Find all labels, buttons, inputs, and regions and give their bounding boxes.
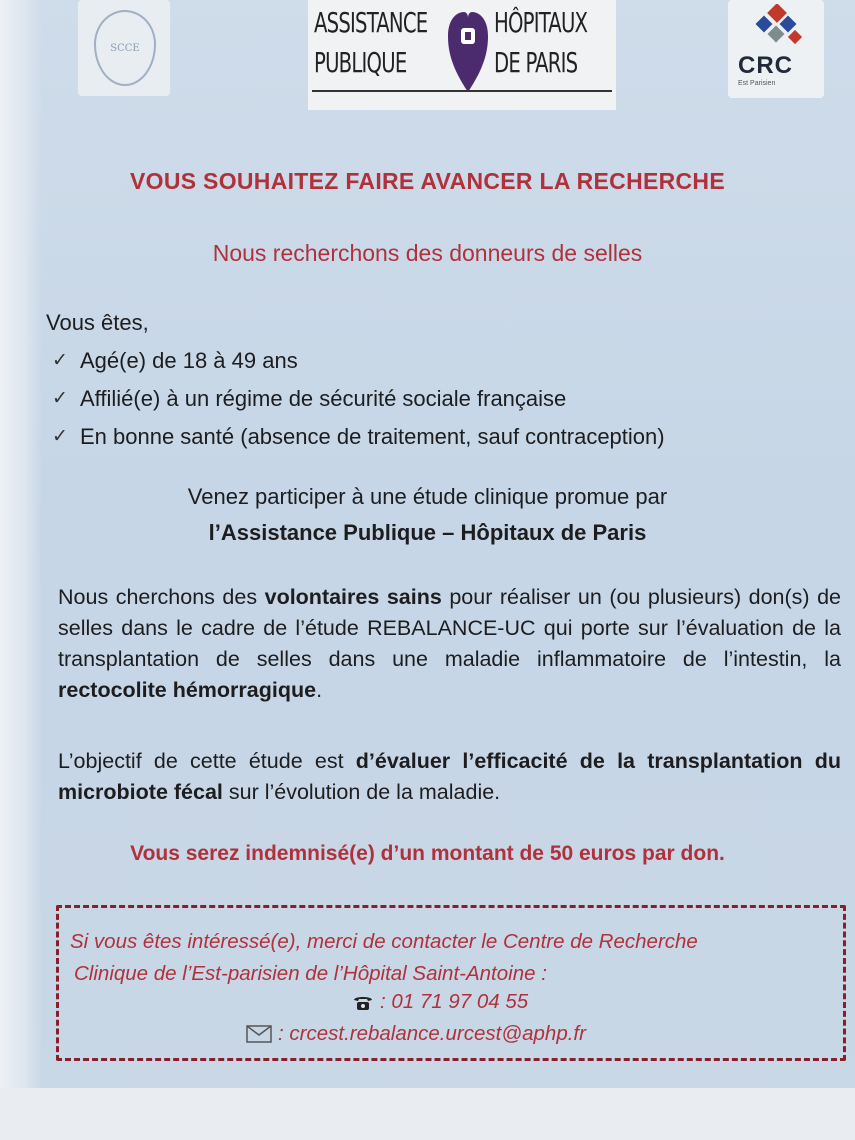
study-objective [58, 746, 841, 808]
promotion-line-1: Venez participer à une étude clinique promue par [187, 484, 668, 509]
study-text-1: Nous cherchons des [58, 585, 265, 609]
logo-left-text: SCCE [110, 42, 140, 54]
aphp-word-publique: PUBLIQUE [314, 46, 407, 79]
aphp-word-hopitaux: HÔPITAUX [494, 6, 588, 39]
contact-phone [352, 990, 528, 1014]
criteria-intro: Vous êtes, [46, 310, 149, 335]
study-bold-1: volontaires sains [264, 585, 442, 609]
study-text-2: pour réaliser un (ou plusieurs) don(s) de selles dans le cadre de l’étude REBALANCE-UC qui porte sur l’évaluation de la transplantation de selles dans une maladie inflammatoire de l’intestin, la [58, 585, 841, 671]
check-icon: ✓ [52, 350, 68, 371]
aphp-word-assistance: ASSISTANCE [314, 6, 428, 39]
aphp-word-de-paris: DE PARIS [494, 46, 578, 79]
objective-text-2: sur l’évolution de la maladie. [222, 780, 501, 804]
criteria-item [52, 342, 665, 380]
crc-subtext: Est Parisien [738, 80, 776, 87]
email-address[interactable]: : crcest.rebalance.urcest@aphp.fr [278, 1022, 586, 1045]
study-description [58, 582, 841, 706]
crc-logo-icon [750, 4, 806, 50]
check-icon: ✓ [52, 388, 68, 409]
compensation-note: Vous serez indemnisé(e) d’un montant de 50 euros par don. [130, 842, 725, 865]
study-bold-2: rectocolite hémorragique [58, 678, 317, 702]
crc-text: CRC [738, 52, 793, 79]
phone-icon [352, 993, 374, 1011]
aphp-rule [312, 90, 612, 92]
objective-text-1: L’objectif de cette étude est [58, 749, 356, 773]
seal-logo-icon [94, 10, 156, 86]
criteria-item-text: En bonne santé (absence de traitement, sauf contraception) [80, 424, 665, 449]
objective-bold-1: d’évaluer l’efficacité de la transplantation du microbiote fécal [58, 749, 841, 804]
criteria-item [52, 380, 665, 418]
main-heading: VOUS SOUHAITEZ FAIRE AVANCER LA RECHERCHE [129, 168, 725, 194]
contact-line-1: Si vous êtes intéressé(e), merci de contacter le Centre de Recherche [70, 930, 698, 953]
check-icon: ✓ [52, 426, 68, 447]
aphp-logo [308, 0, 616, 110]
mail-icon [246, 1025, 272, 1043]
sub-heading: Nous recherchons des donneurs de selles [212, 240, 643, 266]
contact-line-2: Clinique de l’Est-parisien de l’Hôpital Saint-Antoine : [74, 962, 547, 985]
study-text-3: . [316, 678, 323, 702]
crc-logo [728, 0, 824, 98]
criteria-item [52, 418, 665, 456]
criteria-list [52, 342, 665, 456]
criteria-item-text: Affilié(e) à un régime de sécurité sociale française [80, 386, 567, 411]
heart-logo-icon [446, 6, 490, 96]
logo-left [78, 0, 170, 96]
phone-number: : 01 71 97 04 55 [380, 990, 529, 1013]
bottom-strip [0, 1088, 855, 1140]
promotion-line-2: l’Assistance Publique – Hôpitaux de Paris [208, 520, 647, 545]
criteria-item-text: Agé(e) de 18 à 49 ans [80, 348, 298, 373]
contact-email [246, 1022, 586, 1046]
